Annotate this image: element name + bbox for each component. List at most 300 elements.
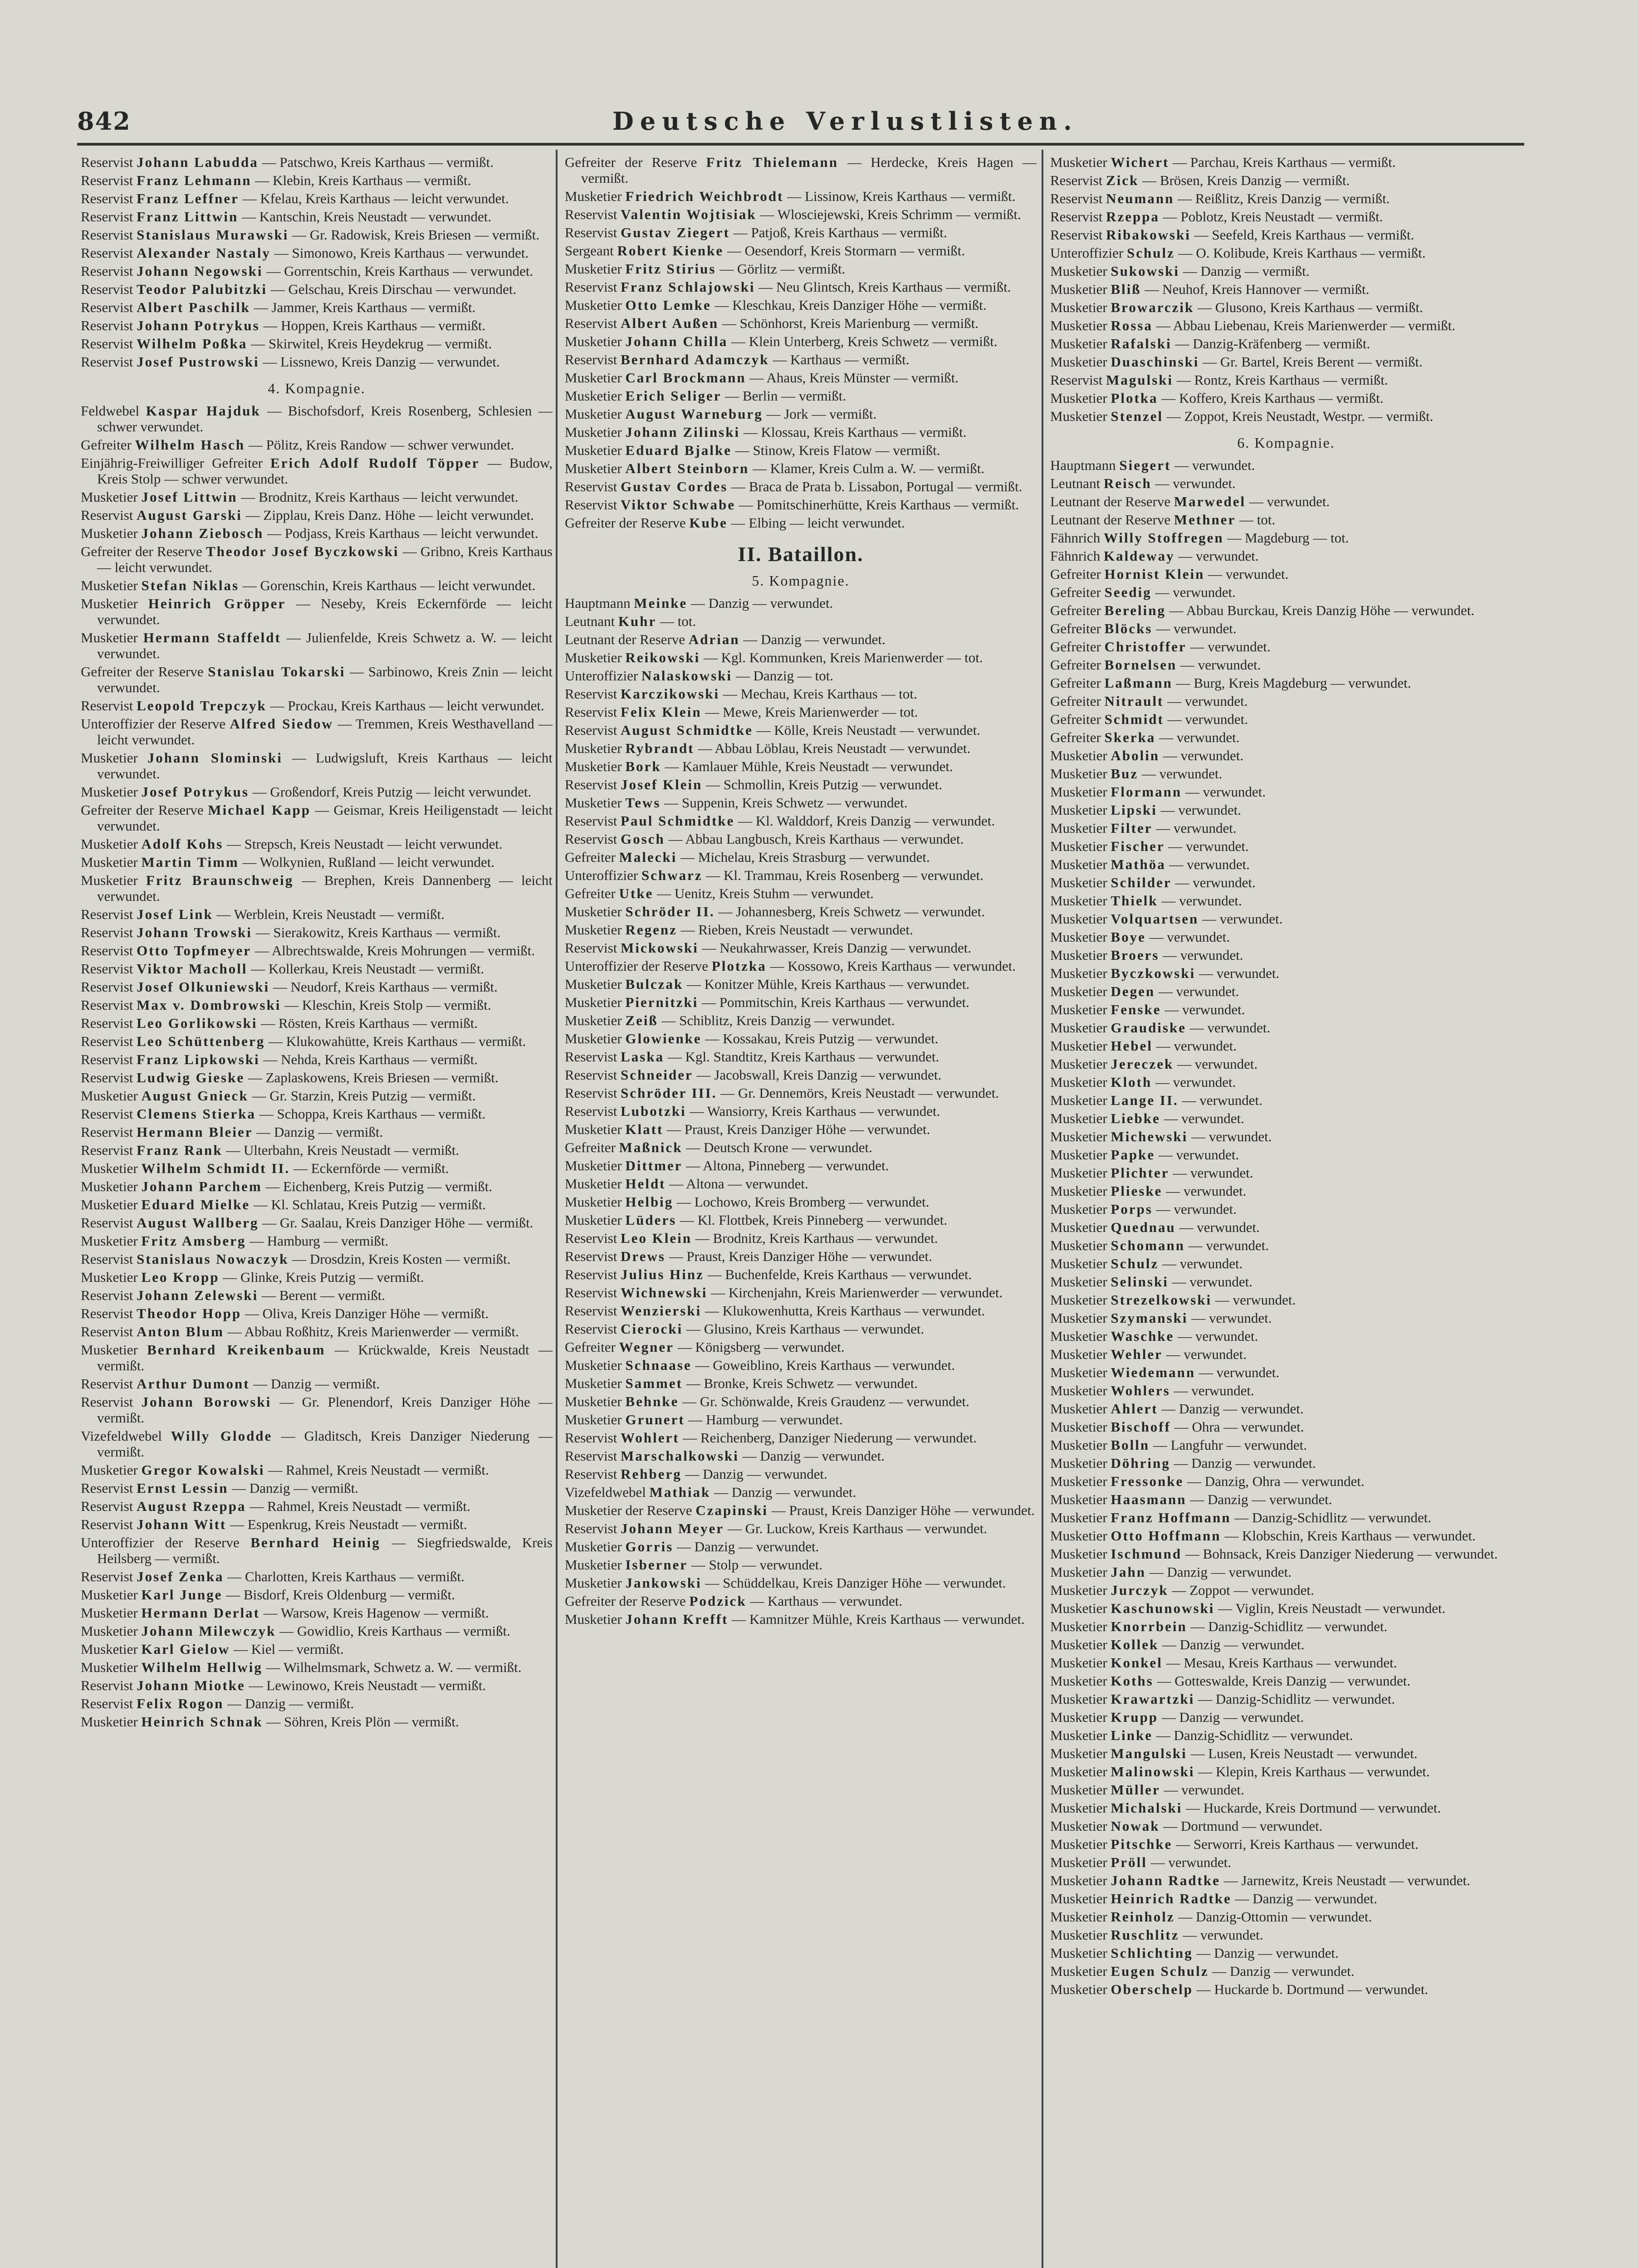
casualty-entry xyxy=(1050,1981,1522,1997)
entry-rank: Musketier xyxy=(1050,1147,1107,1163)
casualty-entry xyxy=(1050,675,1522,691)
entry-name: Schneider xyxy=(621,1067,693,1083)
casualty-entry xyxy=(81,1051,553,1067)
entry-rank: Musketier xyxy=(81,1269,138,1285)
entry-details: — verwundet. xyxy=(1182,1092,1262,1108)
casualty-entry xyxy=(81,299,553,315)
entry-rank: Musketier xyxy=(565,922,622,938)
entry-details: — verwundet. xyxy=(1174,1383,1254,1398)
section-heading: 4. Kompagnie. xyxy=(268,380,366,396)
casualty-entry xyxy=(1050,1709,1522,1725)
casualty-entry xyxy=(1050,336,1522,352)
casualty-entry xyxy=(565,849,1037,865)
casualty-entry xyxy=(1050,1782,1522,1798)
casualty-entry xyxy=(565,758,1037,774)
casualty-entry xyxy=(565,904,1037,919)
entry-name: August Warneburg xyxy=(625,406,763,422)
casualty-entry xyxy=(565,1067,1037,1083)
entry-details: — verwundet. xyxy=(1150,1854,1231,1870)
casualty-entry xyxy=(1050,1891,1522,1906)
casualty-entry xyxy=(81,437,553,453)
entry-rank: Reservist xyxy=(81,1305,133,1321)
entry-details: — Kgl. Standtitz, Kreis Karthaus — verwundet. xyxy=(667,1049,939,1065)
entry-rank: Reservist xyxy=(565,722,617,738)
entry-rank: Reservist xyxy=(81,1376,133,1392)
casualty-entry xyxy=(565,831,1037,847)
casualty-entry xyxy=(81,577,553,593)
entry-name: Wohlert xyxy=(621,1430,680,1446)
entry-details: — verwundet. xyxy=(1188,1237,1269,1253)
casualty-entry xyxy=(1050,1818,1522,1834)
casualty-entry xyxy=(81,1015,553,1031)
entry-name: Mathöa xyxy=(1111,856,1166,872)
casualty-entry xyxy=(81,1677,553,1693)
entry-name: Theodor Josef Byczkowski xyxy=(205,543,399,559)
entry-details: — Abbau Roßhitz, Kreis Marienwerder — vermißt. xyxy=(227,1324,519,1339)
entry-name: Reisch xyxy=(1103,475,1152,491)
entry-rank: Musketier xyxy=(1050,1618,1107,1634)
entry-details: — verwundet. xyxy=(1190,639,1271,655)
entry-rank: Musketier xyxy=(565,795,622,811)
entry-details: — Neu Glintsch, Kreis Karthaus — vermißt. xyxy=(758,279,1011,295)
casualty-entry xyxy=(565,1194,1037,1210)
entry-details: — Gr. Bartel, Kreis Berent — vermißt. xyxy=(1203,354,1423,370)
entry-name: Behnke xyxy=(625,1393,679,1409)
entry-list xyxy=(81,403,553,1730)
casualty-entry xyxy=(1050,1473,1522,1489)
entry-name: Ruschlitz xyxy=(1111,1927,1179,1943)
casualty-entry xyxy=(1050,729,1522,745)
entry-rank: Reservist xyxy=(565,225,617,240)
entry-rank: Reservist xyxy=(81,1251,133,1267)
entry-rank: Musketier xyxy=(565,1575,622,1591)
entry-name: Plieske xyxy=(1111,1183,1163,1199)
entry-rank: Reservist xyxy=(565,1430,617,1446)
casualty-entry xyxy=(565,154,1037,186)
entry-name: Eduard Bjalke xyxy=(625,442,732,458)
entry-list xyxy=(1050,154,1522,424)
entry-details: — Eckernförde — vermißt. xyxy=(293,1160,449,1176)
entry-details: — Dortmund — verwundet. xyxy=(1163,1818,1323,1834)
entry-rank: Musketier xyxy=(1050,1256,1107,1271)
entry-details: — verwundet. xyxy=(1169,856,1250,872)
entry-rank: Musketier xyxy=(1050,1020,1107,1036)
entry-details: — Reißlitz, Kreis Danzig — vermißt. xyxy=(1178,191,1390,206)
casualty-entry xyxy=(1050,802,1522,818)
casualty-entry xyxy=(565,668,1037,684)
entry-rank: Musketier xyxy=(565,758,622,774)
entry-name: Plichter xyxy=(1111,1165,1169,1181)
entry-rank: Musketier xyxy=(81,1623,138,1639)
entry-name: Leo Gorlikowski xyxy=(137,1015,258,1031)
casualty-entry xyxy=(1050,1110,1522,1126)
casualty-entry xyxy=(81,1233,553,1249)
entry-name: Hermann Bleier xyxy=(137,1124,253,1140)
entry-name: Malecki xyxy=(619,849,677,865)
entry-details: — Mesau, Kreis Karthaus — verwundet. xyxy=(1166,1655,1397,1671)
entry-details: — Lissinow, Kreis Karthaus — vermißt. xyxy=(787,188,1016,204)
entry-details: — Danzig-Schidlitz — verwundet. xyxy=(1190,1618,1388,1634)
casualty-entry xyxy=(565,1339,1037,1355)
entry-rank: Musketier xyxy=(565,740,622,756)
entry-name: Franz Rank xyxy=(137,1142,223,1158)
entry-name: Pröll xyxy=(1111,1854,1147,1870)
entry-rank: Musketier xyxy=(1050,1673,1107,1689)
entry-details: — Rahmel, Kreis Neustadt — vermißt. xyxy=(268,1462,489,1478)
entry-details: — Rösten, Kreis Karthaus — vermißt. xyxy=(261,1015,478,1031)
casualty-entry xyxy=(1050,1401,1522,1417)
entry-name: Paul Schmidtke xyxy=(621,813,735,829)
entry-details: — Pommitschin, Kreis Karthaus — verwundet. xyxy=(702,994,969,1010)
casualty-entry xyxy=(1050,820,1522,836)
entry-rank: Reservist xyxy=(81,1070,133,1085)
entry-name: Josef Olkuniewski xyxy=(137,979,270,995)
entry-details: — Abbau Liebenau, Kreis Marienwerder — vermißt. xyxy=(1156,318,1456,333)
casualty-entry xyxy=(81,1160,553,1176)
entry-rank: Reservist xyxy=(81,1142,133,1158)
entry-rank: Musketier xyxy=(1050,838,1107,854)
entry-name: Krupp xyxy=(1111,1709,1159,1725)
entry-list xyxy=(81,154,553,370)
casualty-entry xyxy=(1050,566,1522,582)
casualty-entry xyxy=(81,1623,553,1639)
entry-details: — verwundet. xyxy=(1167,711,1248,727)
entry-rank: Musketier xyxy=(81,1233,138,1249)
entry-details: — Zaplaskowens, Kreis Briesen — vermißt. xyxy=(248,1070,499,1085)
entry-name: Franz Littwin xyxy=(137,209,239,225)
entry-rank: Gefreiter xyxy=(1050,584,1101,600)
entry-name: Stanislaus Nowaczyk xyxy=(137,1251,289,1267)
entry-name: Julius Hinz xyxy=(621,1266,704,1282)
casualty-entry xyxy=(565,1103,1037,1119)
casualty-entry xyxy=(565,297,1037,313)
entry-name: Broers xyxy=(1111,947,1160,963)
casualty-entry xyxy=(1050,621,1522,636)
entry-details: — verwundet. xyxy=(1208,566,1289,582)
casualty-entry xyxy=(1050,657,1522,673)
casualty-entry xyxy=(565,777,1037,792)
entry-details: — Langfuhr — verwundet. xyxy=(1153,1437,1307,1453)
entry-rank: Musketier xyxy=(1050,1909,1107,1925)
entry-rank: Unteroffizier xyxy=(565,668,638,684)
casualty-entry xyxy=(1050,475,1522,491)
entry-details: — Danzig — vermißt. xyxy=(1183,263,1310,279)
entry-name: Schröder III. xyxy=(621,1085,717,1101)
entry-rank: Musketier xyxy=(1050,1038,1107,1054)
entry-details: — Kfelau, Kreis Karthaus — leicht verwundet. xyxy=(242,191,509,206)
entry-details: — verwundet. xyxy=(1249,494,1330,509)
entry-details: — Kamnitzer Mühle, Kreis Karthaus — verwundet. xyxy=(732,1611,1025,1627)
entry-rank: Musketier xyxy=(1050,1854,1107,1870)
casualty-entry xyxy=(1050,1546,1522,1562)
entry-rank: Gefreiter xyxy=(1050,566,1101,582)
entry-rank: Musketier xyxy=(565,1539,622,1554)
entry-details: — verwundet. xyxy=(1174,457,1255,473)
entry-rank: Musketier xyxy=(1050,1637,1107,1652)
casualty-entry xyxy=(1050,784,1522,800)
entry-details: — Söhren, Kreis Plön — vermißt. xyxy=(266,1714,459,1730)
entry-name: Meinke xyxy=(634,595,688,611)
casualty-entry xyxy=(565,1303,1037,1319)
casualty-entry xyxy=(81,455,553,487)
casualty-entry xyxy=(565,1430,1037,1446)
entry-rank: Gefreiter xyxy=(1050,639,1101,655)
entry-details: — Jacobswall, Kreis Danzig — verwundet. xyxy=(696,1067,942,1083)
entry-rank: Reservist xyxy=(81,1015,133,1031)
entry-name: Adolf Kohs xyxy=(141,836,224,852)
entry-name: Fritz Braunschweig xyxy=(146,872,294,888)
casualty-entry xyxy=(565,795,1037,811)
entry-rank: Reservist xyxy=(565,1520,617,1536)
running-title: Deutsche Verlustlisten. xyxy=(612,107,1078,136)
entry-details: — verwundet. xyxy=(1180,657,1261,673)
casualty-entry xyxy=(1050,1346,1522,1362)
casualty-entry xyxy=(565,424,1037,440)
entry-name: Seedig xyxy=(1104,584,1152,600)
casualty-entry xyxy=(1050,1364,1522,1380)
casualty-entry xyxy=(565,595,1037,611)
casualty-entry xyxy=(565,1031,1037,1046)
entry-rank: Reservist xyxy=(81,1569,133,1584)
casualty-entry xyxy=(565,922,1037,938)
entry-details: — Zoppot — verwundet. xyxy=(1172,1582,1314,1598)
casualty-entry xyxy=(565,1593,1037,1609)
entry-details: — Podjass, Kreis Karthaus — leicht verwundet. xyxy=(267,525,538,541)
casualty-entry xyxy=(565,631,1037,647)
entry-rank: Fähnrich xyxy=(1050,530,1101,546)
entry-rank: Musketier xyxy=(81,872,138,888)
entry-rank: Musketier xyxy=(1050,1655,1107,1671)
entry-rank: Reservist xyxy=(81,924,133,940)
casualty-entry xyxy=(565,1393,1037,1409)
entry-name: Nitrault xyxy=(1104,693,1164,709)
casualty-entry xyxy=(1050,1564,1522,1580)
page-header xyxy=(77,107,1524,146)
entry-rank: Reservist xyxy=(81,1516,133,1532)
casualty-entry xyxy=(1050,1655,1522,1671)
entry-details: — verwundet. xyxy=(1156,1038,1237,1054)
casualty-entry xyxy=(565,225,1037,240)
entry-name: Anton Blum xyxy=(137,1324,224,1339)
entry-rank: Gefreiter xyxy=(1050,602,1101,618)
entry-name: Mathiak xyxy=(649,1484,711,1500)
entry-rank: Musketier xyxy=(565,460,622,476)
entry-name: Rybrandt xyxy=(625,740,695,756)
entry-details: — Gorenschin, Kreis Karthaus — leicht verwundet. xyxy=(242,577,536,593)
casualty-entry xyxy=(81,336,553,352)
casualty-entry xyxy=(1050,947,1522,963)
entry-name: Hebel xyxy=(1111,1038,1153,1054)
entry-rank: Reservist xyxy=(81,997,133,1013)
entry-details: — Glusono, Kreis Karthaus — vermißt. xyxy=(1198,299,1423,315)
entry-name: Klatt xyxy=(625,1121,664,1137)
casualty-entry xyxy=(81,1215,553,1231)
entry-details: — Espenkrug, Kreis Neustadt — vermißt. xyxy=(230,1516,467,1532)
casualty-entry xyxy=(81,263,553,279)
entry-details: — Praust, Kreis Danziger Höhe — verwundet. xyxy=(667,1121,930,1137)
entry-rank: Musketier xyxy=(1050,1401,1107,1417)
entry-rank: Reservist xyxy=(81,299,133,315)
entry-rank: Musketier xyxy=(1050,1165,1107,1181)
casualty-entry xyxy=(1050,893,1522,909)
column-3 xyxy=(1050,154,1522,1999)
entry-name: Eugen Schulz xyxy=(1111,1963,1209,1979)
casualty-entry xyxy=(565,333,1037,349)
entry-details: — verwundet. xyxy=(1156,820,1237,836)
entry-details: — Kleschin, Kreis Stolp — vermißt. xyxy=(284,997,491,1013)
entry-name: Gustav Cordes xyxy=(621,479,728,494)
entry-rank: Reservist xyxy=(565,1049,617,1065)
entry-name: Volquartsen xyxy=(1111,911,1199,927)
entry-rank: Reservist xyxy=(81,354,133,370)
casualty-entry xyxy=(1050,1618,1522,1634)
entry-rank: Musketier xyxy=(81,1342,138,1358)
entry-rank: Musketier xyxy=(565,406,622,422)
entry-details: — Huckarde, Kreis Dortmund — verwundet. xyxy=(1186,1800,1441,1816)
casualty-entry xyxy=(565,1611,1037,1627)
entry-name: Bolln xyxy=(1111,1437,1150,1453)
casualty-entry xyxy=(565,315,1037,331)
casualty-entry xyxy=(1050,1455,1522,1471)
entry-rank: Musketier xyxy=(1050,390,1107,406)
entry-list xyxy=(565,154,1037,531)
entry-details: — Karthaus — verwundet. xyxy=(750,1593,903,1609)
entry-rank: Musketier xyxy=(1050,1782,1107,1798)
entry-rank: Musketier xyxy=(81,1714,138,1730)
casualty-entry xyxy=(565,279,1037,295)
casualty-entry xyxy=(565,1012,1037,1028)
entry-details: — Strepsch, Kreis Neustadt — leicht verwundet. xyxy=(226,836,503,852)
entry-details: — Danzig — verwundet. xyxy=(1212,1963,1355,1979)
entry-rank: Reservist xyxy=(565,352,617,367)
entry-name: Graudiske xyxy=(1111,1020,1186,1036)
entry-details: — Budow, Kreis Stolp — schwer verwundet. xyxy=(97,455,553,487)
casualty-entry xyxy=(81,1516,553,1532)
entry-rank: Reservist xyxy=(81,281,133,297)
entry-name: Ahlert xyxy=(1111,1401,1158,1417)
entry-name: Michael Kapp xyxy=(208,802,311,818)
casualty-entry xyxy=(565,994,1037,1010)
entry-rank: Reservist xyxy=(1050,372,1103,388)
entry-details: — Danzig — tot. xyxy=(735,668,834,684)
entry-rank: Musketier xyxy=(1050,875,1107,890)
casualty-entry xyxy=(81,525,553,541)
casualty-entry xyxy=(1050,263,1522,279)
entry-name: Clemens Stierka xyxy=(137,1106,256,1122)
entry-name: Johann Potrykus xyxy=(137,318,260,333)
casualty-entry xyxy=(565,976,1037,992)
entry-rank: Gefreiter xyxy=(565,1139,616,1155)
entry-name: Oberschelp xyxy=(1111,1981,1194,1997)
entry-name: Papke xyxy=(1111,1147,1155,1163)
entry-rank: Reservist xyxy=(81,1394,133,1410)
entry-rank: Reservist xyxy=(81,1051,133,1067)
entry-rank: Musketier xyxy=(565,1357,622,1373)
entry-details: — verwundet. xyxy=(1179,1219,1260,1235)
casualty-entry xyxy=(1050,281,1522,297)
entry-rank: Musketier xyxy=(1050,1764,1107,1779)
entry-name: Otto Lemke xyxy=(625,297,711,313)
entry-rank: Musketier xyxy=(1050,354,1107,370)
entry-rank: Musketier xyxy=(1050,1582,1107,1598)
entry-rank: Einjährig-Freiwilliger Gefreiter xyxy=(81,455,263,471)
entry-name: Johann Zelewski xyxy=(137,1287,259,1303)
entry-name: Blöcks xyxy=(1104,621,1153,636)
entry-rank: Musketier xyxy=(81,525,138,541)
casualty-entry xyxy=(565,704,1037,720)
entry-rank: Reservist xyxy=(81,961,133,977)
casualty-entry xyxy=(81,1696,553,1711)
entry-rank: Hauptmann xyxy=(1050,457,1116,473)
entry-rank: Musketier xyxy=(81,577,138,593)
casualty-entry xyxy=(1050,390,1522,406)
entry-rank: Musketier xyxy=(1050,1981,1107,1997)
casualty-entry xyxy=(1050,875,1522,890)
casualty-entry xyxy=(81,1251,553,1267)
entry-rank: Musketier xyxy=(1050,1546,1107,1562)
casualty-entry xyxy=(1050,711,1522,727)
entry-rank: Musketier xyxy=(565,1158,622,1173)
entry-details: — Kantschin, Kreis Neustadt — verwundet. xyxy=(242,209,492,225)
casualty-entry xyxy=(565,1448,1037,1464)
casualty-entry xyxy=(81,1269,553,1285)
entry-details: — Julienfelde, Kreis Schwetz a. W. — leicht verwundet. xyxy=(97,630,553,661)
entry-details: — verwundet. xyxy=(1166,1183,1247,1199)
entry-details: — Klepin, Kreis Karthaus — verwundet. xyxy=(1198,1764,1430,1779)
casualty-entry xyxy=(81,1106,553,1122)
entry-name: Christoffer xyxy=(1104,639,1187,655)
entry-name: Wiedemann xyxy=(1111,1364,1196,1380)
entry-rank: Musketier xyxy=(1050,1346,1107,1362)
section-heading: 5. Kompagnie. xyxy=(752,572,850,589)
column-1 xyxy=(81,154,553,1732)
entry-rank: Musketier xyxy=(1050,1709,1107,1725)
casualty-entry xyxy=(1050,1854,1522,1870)
entry-rank: Musketier xyxy=(1050,336,1107,352)
entry-details: — Danzig — verwundet. xyxy=(1174,1455,1316,1471)
casualty-entry xyxy=(1050,1800,1522,1816)
casualty-entry xyxy=(1050,1092,1522,1108)
entry-name: Leo Kropp xyxy=(141,1269,220,1285)
entry-rank: Musketier xyxy=(565,1611,622,1627)
entry-details: — verwundet. xyxy=(1178,1328,1258,1344)
entry-name: Albert Außen xyxy=(621,315,719,331)
casualty-entry xyxy=(1050,602,1522,618)
entry-rank: Musketier xyxy=(565,1194,622,1210)
casualty-entry xyxy=(1050,354,1522,370)
entry-rank: Hauptmann xyxy=(565,595,631,611)
entry-details: — verwundet. xyxy=(1175,875,1256,890)
casualty-entry xyxy=(81,1498,553,1514)
entry-details: — Brodnitz, Kreis Karthaus — leicht verwundet. xyxy=(241,489,519,505)
entry-rank: Musketier xyxy=(81,596,138,611)
casualty-entry xyxy=(565,352,1037,367)
entry-rank: Musketier xyxy=(1050,1129,1107,1144)
entry-name: Johann Miotke xyxy=(137,1677,245,1693)
entry-details: — Bisdorf, Kreis Oldenburg — vermißt. xyxy=(226,1587,455,1603)
entry-name: Reinholz xyxy=(1111,1909,1175,1925)
casualty-entry xyxy=(81,1376,553,1392)
casualty-entry xyxy=(565,1285,1037,1300)
entry-details: — Burg, Kreis Magdeburg — verwundet. xyxy=(1176,675,1411,691)
entry-details: — Klebin, Kreis Karthaus — vermißt. xyxy=(255,172,471,188)
entry-name: Bernhard Kreikenbaum xyxy=(147,1342,326,1358)
casualty-entry xyxy=(81,227,553,243)
entry-name: Wilhelm Hasch xyxy=(135,437,245,453)
casualty-entry xyxy=(1050,299,1522,315)
entry-name: Fischer xyxy=(1111,838,1165,854)
entry-details: — Altona, Pinneberg — verwundet. xyxy=(686,1158,889,1173)
